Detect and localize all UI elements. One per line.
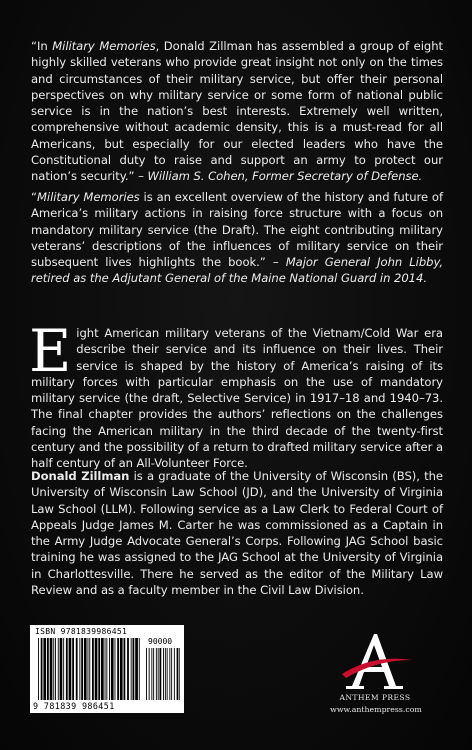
barcode-bar: [47, 638, 49, 700]
barcode-bar: [60, 638, 63, 700]
barcode-bar: [179, 648, 180, 700]
author-bio-body: is a graduate of the University of Wisconsin (BS), the University of Wisconsin Law School (JD), and the University of Virginia Law School (LLM). Following service as a Law Clerk to Federal Court of Appeals Judge James M. Carter he was commissioned as a Captain in the Army Judge Advocate General’s Corps. Following JAG School basic training he was assigned to the JAG School at the University of Virginia in Charlottesville. There he served as the editor of the Military Law Review and as a faculty member in the Civil Law Division.: [31, 469, 443, 598]
author-bio: [31, 468, 443, 598]
barcode-bar: [146, 648, 147, 700]
barcode-bar: [169, 648, 170, 700]
quote-open: “In: [31, 39, 53, 53]
price-code: 90000: [148, 637, 173, 646]
barcode-bar: [84, 638, 87, 700]
barcode-bar: [133, 638, 135, 700]
barcode-bar: [167, 648, 168, 700]
barcode-bar: [135, 638, 138, 700]
barcode-bar: [156, 648, 157, 700]
barcode-bar: [174, 648, 175, 700]
quote-body: , Donald Zillman has assembled a group of eight highly skilled veterans who provide great insight not only on the times and circumstances of their military service, but offer their personal perspectives on why military service or some form of national public service is in the nation’s best interests. Extremely well written, comprehensive without academic density, this is a must-read for all Americans, but especially for our elected leaders who have the Constitutional duty to raise and support an army to protect our nation’s security.” –: [31, 39, 444, 184]
barcode-bar: [153, 648, 154, 700]
barcode-bar: [120, 638, 123, 700]
barcode-bar: [89, 638, 90, 700]
barcode-bar: [81, 638, 83, 700]
publisher-name: ANTHEM PRESS: [339, 693, 411, 702]
barcode-bar: [115, 638, 116, 700]
review-quote-libby: [31, 189, 443, 287]
barcode-bar: [158, 648, 159, 700]
barcode-bar: [43, 638, 46, 700]
barcode-bar: [127, 638, 129, 700]
barcode-bar: [124, 638, 126, 700]
quote-attribution: Major General John Libby, retired as the Adjutant General of the Maine National Guard in 2014.: [31, 255, 443, 286]
quote-open: “: [31, 190, 37, 204]
price-barcode-bars: [146, 648, 180, 700]
barcode-bar: [66, 638, 68, 700]
barcode-bar: [53, 638, 54, 700]
book-title: Military Memories: [52, 39, 156, 53]
quote-body: is an excellent overview of the history and future of America’s military actions in raising force structure with a focus on mandatory military service (the Draft). The eight contributing military veterans’ descriptions of the influences of military service on their subsequent lives highlights the book.” –: [31, 190, 444, 270]
anthem-press-logo-icon: [324, 630, 424, 692]
barcode-bar: [41, 638, 43, 700]
barcode-bar: [38, 638, 39, 700]
barcode-bar: [106, 638, 107, 700]
quote-attribution: William S. Cohen, Former Secretary of Defense.: [147, 169, 423, 184]
barcode-bar: [149, 648, 150, 700]
barcode-bar: [76, 638, 78, 700]
barcode-bar: [58, 638, 59, 700]
barcode-bar: [171, 648, 172, 700]
barcode-bar: [95, 638, 98, 700]
barcode-bar: [111, 638, 114, 700]
barcode-bar: [151, 648, 152, 700]
isbn-barcode: [30, 625, 184, 713]
barcode-bar: [109, 638, 110, 700]
barcode-bar: [79, 638, 80, 700]
isbn-label: ISBN 9781839986451: [35, 627, 128, 636]
book-title: Military Memories: [36, 190, 140, 204]
ean-digits: 9 781839 986451: [33, 701, 115, 711]
barcode-bar: [117, 638, 119, 700]
barcode-bar: [69, 638, 72, 700]
barcode-bar: [92, 638, 94, 700]
publisher-url: www.anthempress.com: [330, 705, 422, 714]
barcode-bar: [55, 638, 56, 700]
barcode-bar: [105, 638, 106, 700]
book-description: [29, 317, 443, 472]
author-name: Donald Zillman: [31, 469, 130, 483]
barcode-bar: [160, 648, 162, 700]
barcode-bar: [177, 648, 179, 700]
barcode-bar: [50, 638, 53, 700]
barcode-bar: [165, 648, 166, 700]
barcode-bars: [38, 638, 140, 700]
review-quote-cohen: [31, 38, 443, 185]
drop-cap: E: [29, 317, 72, 385]
description-body: ight American military veterans of the Vietnam/Cold War era describe their service and its influence on their lives. Their service is shaped by the history of America’s raising of its military forces with particular emphasis on the use of mandatory military service (the draft, Selective Service) in 1917–18 and 1940–73. The final chapter provides the authors’ reflections on the challenges facing the American military in the third decade of the twenty-first century and the possibility of a return to drafted military service after a half century of an All-Volunteer Force.: [31, 326, 443, 471]
barcode-bar: [98, 638, 100, 700]
barcode-bar: [101, 638, 104, 700]
barcode-bar: [131, 638, 132, 700]
barcode-bar: [72, 638, 74, 700]
barcode-bar: [88, 638, 89, 700]
barcode-bar: [139, 638, 140, 700]
barcode-bar: [163, 648, 164, 700]
barcode-bar: [63, 638, 64, 700]
